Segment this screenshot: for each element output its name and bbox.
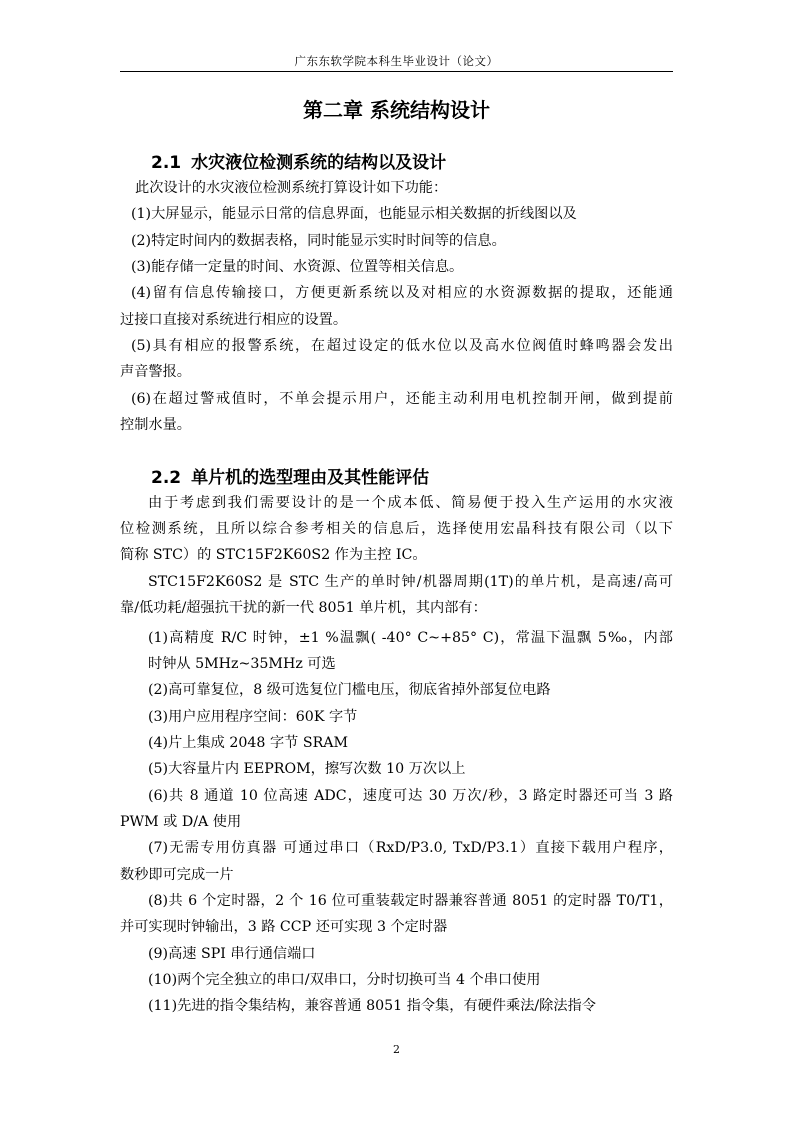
list-item: (1)高精度 R/C 时钟，±1 %温飘( -40° C~+85° C)，常温下温飘 5‰，内部 (148, 630, 673, 646)
list-item: (2)高可靠复位，8 级可选复位门槛电压，彻底省掉外部复位电路 (148, 682, 551, 698)
list-item: (11)先进的指令集结构，兼容普通 8051 指令集，有硬件乘法/除法指令 (148, 998, 596, 1014)
list-item: (2)特定时间内的数据表格，同时能显示实时时间等的信息。 (131, 233, 506, 249)
list-item: (10)两个完全独立的串口/双串口，分时切换可当 4 个串口使用 (148, 972, 541, 988)
paragraph-line: 靠/低功耗/超强抗干扰的新一代 8051 单片机，其内部有： (120, 600, 487, 616)
section-number: 2.1 (151, 153, 182, 173)
list-item-continuation: PWM 或 D/A 使用 (120, 814, 242, 830)
paragraph-line: 简称 STC）的 STC15F2K60S2 作为主控 IC。 (120, 547, 427, 563)
list-item: (3)能存储一定量的时间、水资源、位置等相关信息。 (131, 259, 464, 275)
list-item: (7)无需专用仿真器 可通过串口（RxD/P3.0, TxD/P3.1）直接下载用户程序， (148, 840, 673, 856)
list-item: (4)片上集成 2048 字节 SRAM (148, 735, 349, 751)
section-heading-2-1 (151, 148, 446, 173)
paragraph-line: STC15F2K60S2 是 STC 生产的单时钟/机器周期(1T)的单片机，是高速/高可 (148, 574, 673, 590)
list-item: (5)具有相应的报警系统，在超过设定的低水位以及高水位阀值时蜂鸣器会发出 (131, 338, 673, 354)
running-header: 广东东软学院本科生毕业设计（论文） (294, 54, 499, 68)
list-item: (1)大屏显示，能显示日常的信息界面，也能显示相关数据的折线图以及 (131, 206, 577, 222)
header-rule (120, 71, 673, 72)
list-item-continuation: 声音警报。 (120, 364, 191, 380)
list-item-continuation: 时钟从 5MHz~35MHz 可选 (148, 656, 336, 672)
paragraph-line: 此次设计的水灾液位检测系统打算设计如下功能： (135, 180, 448, 196)
section-number: 2.2 (151, 468, 182, 488)
paragraph-line: 由于考虑到我们需要设计的是一个成本低、简易便于投入生产运用的水灾液 (148, 495, 673, 511)
list-item-continuation: 数秒即可完成一片 (120, 867, 234, 883)
list-item: (6)共 8 通道 10 位高速 ADC，速度可达 30 万次/秒，3 路定时器还可当 3 路 (148, 788, 673, 804)
list-item-continuation: 过接口直接对系统进行相应的设置。 (120, 312, 348, 328)
list-item: (6)在超过警戒值时，不单会提示用户，还能主动利用电机控制开闸，做到提前 (131, 391, 673, 407)
list-item: (3)用户应用程序空间：60K 字节 (148, 709, 358, 725)
section-heading-2-2 (151, 463, 429, 488)
section-title: 单片机的选型理由及其性能评估 (191, 468, 430, 488)
list-item: (8)共 6 个定时器，2 个 16 位可重装载定时器兼容普通 8051 的定时器 T0/T1， (148, 893, 673, 909)
section-title: 水灾液位检测系统的结构以及设计 (191, 153, 447, 173)
list-item: (5)大容量片内 EEPROM，擦写次数 10 万次以上 (148, 761, 466, 777)
chapter-title: 第二章 系统结构设计 (303, 98, 490, 122)
list-item-continuation: 控制水量。 (120, 417, 191, 433)
list-item: (4)留有信息传输接口，方便更新系统以及对相应的水资源数据的提取，还能通 (131, 285, 673, 301)
page-number: 2 (393, 1043, 400, 1056)
paragraph-line: 位检测系统，且所以综合参考相关的信息后，选择使用宏晶科技有限公司（以下 (120, 521, 673, 537)
list-item: (9)高速 SPI 串行通信端口 (148, 946, 316, 962)
list-item-continuation: 并可实现时钟输出，3 路 CCP 还可实现 3 个定时器 (120, 919, 448, 935)
